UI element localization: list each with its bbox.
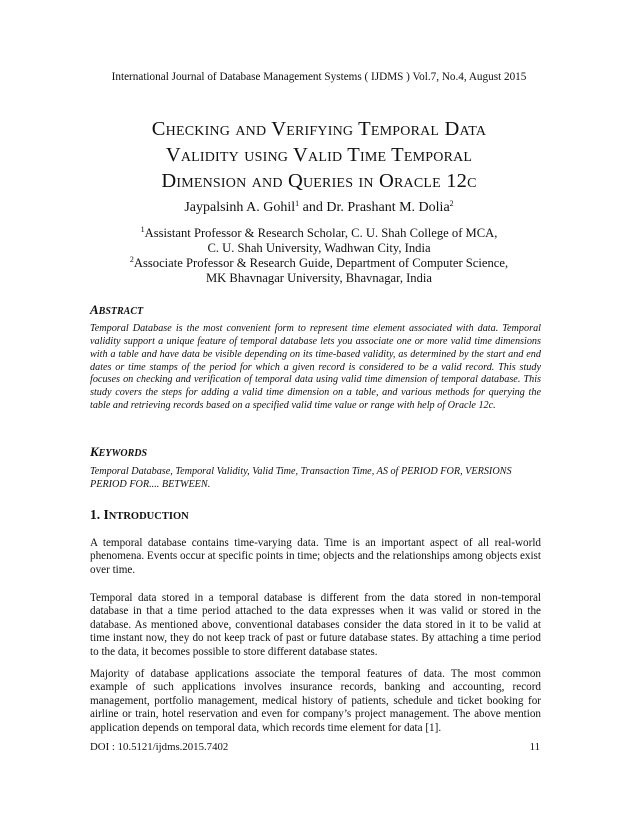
affiliation-line: MK Bhavnagar University, Bhavnagar, India <box>205 271 432 285</box>
affiliation-mark: 1 <box>140 225 145 234</box>
title-line: Checking and Verifying Temporal Data <box>151 118 487 140</box>
doi-footer: DOI : 10.5121/ijdms.2015.7402 <box>90 741 229 753</box>
keywords-text: Temporal Database, Temporal Validity, Valid Time, Transaction Time, AS of PERIOD FOR, VERSIONS PERIOD FOR.... BETWEEN. <box>90 466 512 490</box>
author-affiliation-mark: 1 <box>295 199 300 208</box>
abstract-text: Temporal Database is the most convenient form to represent time element associated with data. Temporal validity support a unique feature of temporal database lets you associate one or more valid time dimensions with a table and have data be visible depending on its time-based validity, as determined by the start and end dates or time stamps of the period for which a given record is considered to be a valid record. This study focuses on checking and verification of temporal data using valid time dimension of temporal database. This study covers the steps for adding a valid time dimension on a table, and various methods for querying the table and retrieving records based on a specified valid time value or range with help of Oracle 12c. <box>90 323 541 412</box>
affiliation-line: Associate Professor & Research Guide, Department of Computer Science, <box>133 256 509 270</box>
author-affiliation-mark: 2 <box>449 199 454 208</box>
paper-title <box>60 116 578 194</box>
journal-header: International Journal of Database Management Systems ( IJDMS ) Vol.7, No.4, August 2015 <box>111 71 527 83</box>
author-name: Jaypalsinh A. Gohil <box>184 200 296 215</box>
body-paragraph: Temporal data stored in a temporal database is different from the data stored in non-temporal database in that a time period attached to the data expresses when it was valid or stored in the database. As mentioned above, conventional databases consider the data stored in it to be valid at time instant now, they do not keep track of past or future database states. By attaching a time period to the data, it becomes possible to store different database states. <box>90 592 541 658</box>
affiliation-line: C. U. Shah University, Wadhwan City, India <box>207 241 431 255</box>
title-line: Validity using Valid Time Temporal <box>165 144 473 166</box>
affiliation <box>0 256 638 286</box>
affiliation <box>0 226 638 256</box>
body-paragraph: Majority of database applications associate the temporal features of data. The most common example of such applications involves insurance records, banking and accounting, record management, portfolio management, medical history of patients, schedule and ticket booking for airline or train, hotel reservation and even for company’s project management. The above mention application depends on temporal data, which records time element for data [1]. <box>90 668 541 734</box>
affiliation-line: Assistant Professor & Research Scholar, C. U. Shah College of MCA, <box>144 226 498 240</box>
affiliation-mark: 2 <box>129 255 134 264</box>
abstract-heading: ABSTRACT <box>90 302 144 317</box>
author-name: Dr. Prashant M. Dolia <box>326 200 450 215</box>
body-paragraph: A temporal database contains time-varying data. Time is an important aspect of all real-world phenomena. Events occur at specific points in time; objects and the relationships among objects exist over time. <box>90 537 541 576</box>
author-list <box>0 200 638 216</box>
page-number: 11 <box>529 741 540 753</box>
introduction-heading: 1. INTRODUCTION <box>90 507 189 522</box>
author-conjunction: and <box>299 200 327 215</box>
keywords-heading: KEYWORDS <box>90 444 148 459</box>
title-line: Dimension and Queries in Oracle 12c <box>161 170 477 192</box>
